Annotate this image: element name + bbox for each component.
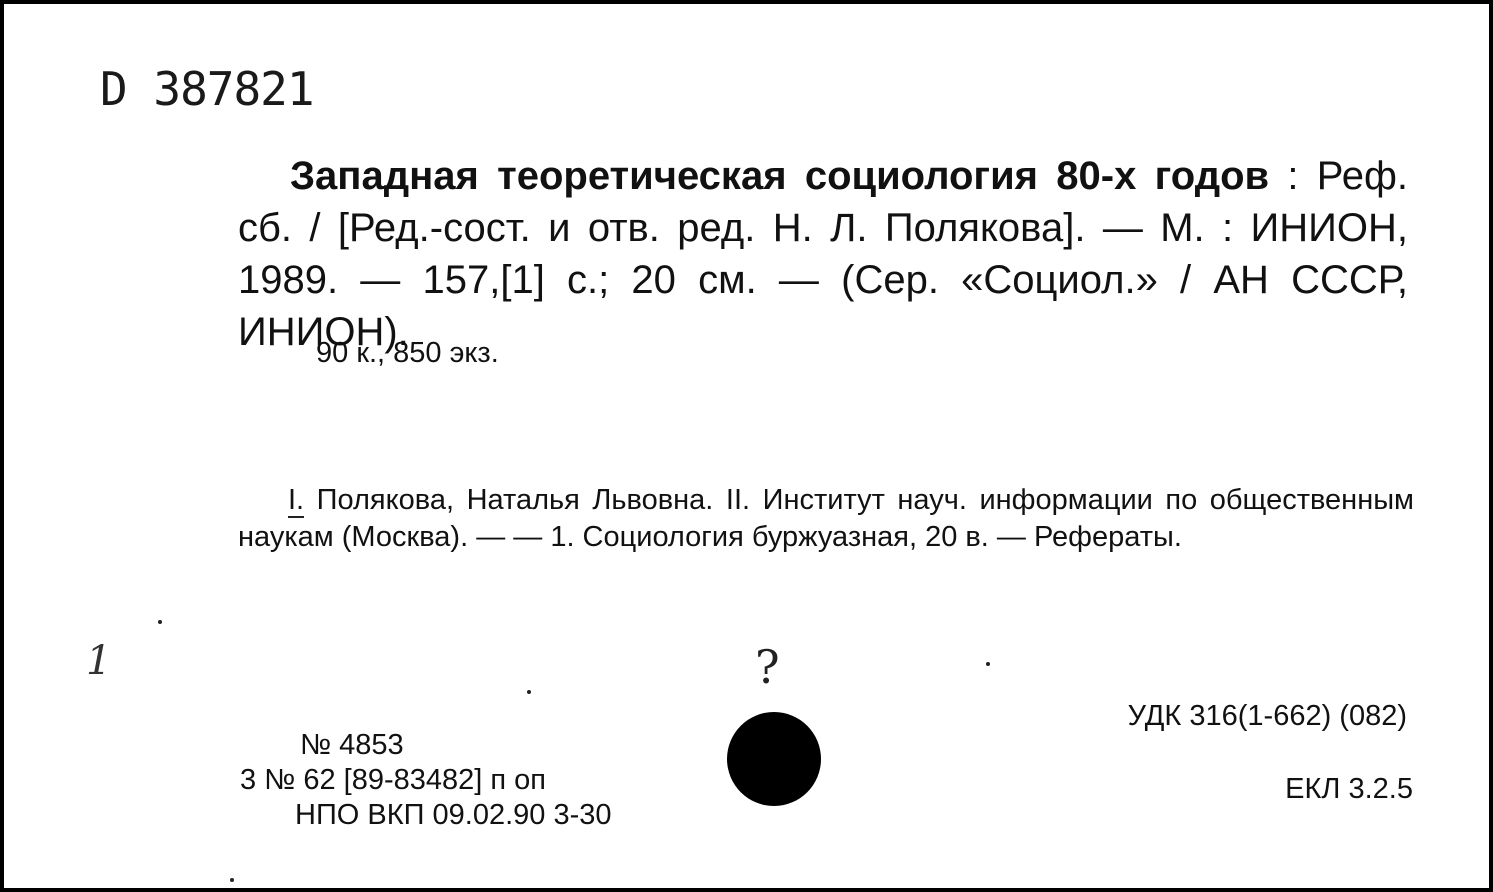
tracings-text: Полякова, Наталья Львовна. II. Институт науч. информации по общественным наукам (Москва). — — 1. Социология буржуазная, 20 в. — Рефераты. [238,484,1414,553]
speck [527,690,531,694]
description-text: : Реф. сб. / [Ред.-сост. и отв. ред. Н. Л. Полякова]. — М. : ИНИОН, 1989. — 157,[1] с.; 20 см. — (Сер. «Социол.» / АН СССР, ИНИОН). [238,154,1408,354]
bibliographic-description [238,150,1408,358]
punch-hole [727,712,821,806]
speck [230,878,234,882]
udk-code: УДК 316(1-662) (082) [1127,700,1407,732]
handwritten-mark-left: 1 [86,638,112,684]
call-number: D 387821 [100,62,314,116]
order-info [240,728,612,833]
tracing-number: I. [288,484,305,516]
speck [158,620,162,624]
handwritten-question-mark: ? [755,640,780,694]
ekl-code: ЕКЛ 3.2.5 [1285,773,1413,805]
order-line: 3 № 62 [89-83482] п оп [240,764,546,796]
speck [986,662,990,666]
tracings [238,482,1414,556]
printer-line: НПО ВКП 09.02.90 3-30 [295,799,612,831]
price-and-run: 90 к., 850 экз. [316,337,499,369]
order-number: № 4853 [300,729,404,761]
book-title: Западная теоретическая социология 80-х годов [290,154,1270,198]
